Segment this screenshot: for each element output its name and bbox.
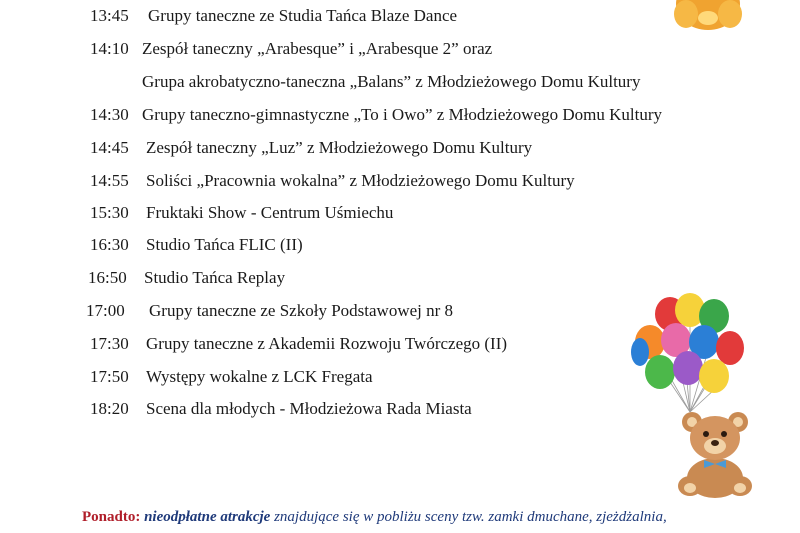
teddy-bear-top-icon	[668, 0, 748, 40]
footer-note	[82, 509, 667, 526]
teddy-bear-icon	[672, 408, 758, 500]
row-description: Scena dla młodych - Młodzieżowa Rada Miasta	[146, 399, 472, 418]
row-description: Studio Tańca Replay	[144, 268, 286, 287]
row-description: Soliści „Pracownia wokalna” z Młodzieżowego Domu Kultury	[146, 171, 575, 190]
row-time: 17:00	[86, 301, 125, 320]
row-description: Występy wokalne z LCK Fregata	[146, 367, 373, 386]
row-time: 14:45	[90, 138, 129, 157]
row-time: 17:30	[90, 334, 129, 353]
row-time: 16:30	[90, 235, 129, 254]
row-description: Grupy taneczne ze Studia Tańca Blaze Dance	[148, 6, 458, 25]
footer-emphasis: nieodpłatne atrakcje	[144, 509, 271, 525]
row-description: Zespół taneczny „Arabesque” i „Arabesque 2” oraz	[142, 39, 493, 58]
row-time: 18:20	[90, 399, 129, 418]
row-description: Grupy taneczne z Akademii Rozwoju Twórczego (II)	[146, 334, 508, 353]
row-description: Grupy taneczne ze Szkoły Podstawowej nr 8	[149, 301, 454, 320]
footer-lead: Ponadto:	[82, 509, 141, 525]
row-description: Grupy taneczno-gimnastyczne „To i Owo” z Młodzieżowego Domu Kultury	[142, 105, 662, 124]
row-description: Studio Tańca FLIC (II)	[146, 235, 303, 254]
row-description: Zespół taneczny „Luz” z Młodzieżowego Domu Kultury	[146, 138, 533, 157]
row-description: Grupa akrobatyczno-taneczna „Balans” z Młodzieżowego Domu Kultury	[142, 72, 641, 91]
row-time: 15:30	[90, 203, 129, 222]
row-description: Fruktaki Show - Centrum Uśmiechu	[146, 203, 394, 222]
row-time: 13:45	[90, 6, 129, 25]
row-time: 16:50	[88, 268, 127, 287]
balloons-icon	[630, 292, 750, 422]
footer-text: znajdujące się w pobliżu sceny tzw. zamki dmuchane, zjeżdżalnia,	[274, 509, 667, 525]
row-time: 14:55	[90, 171, 129, 190]
row-time: 17:50	[90, 367, 129, 386]
row-time: 14:30	[90, 105, 129, 124]
row-time: 14:10	[90, 39, 129, 58]
